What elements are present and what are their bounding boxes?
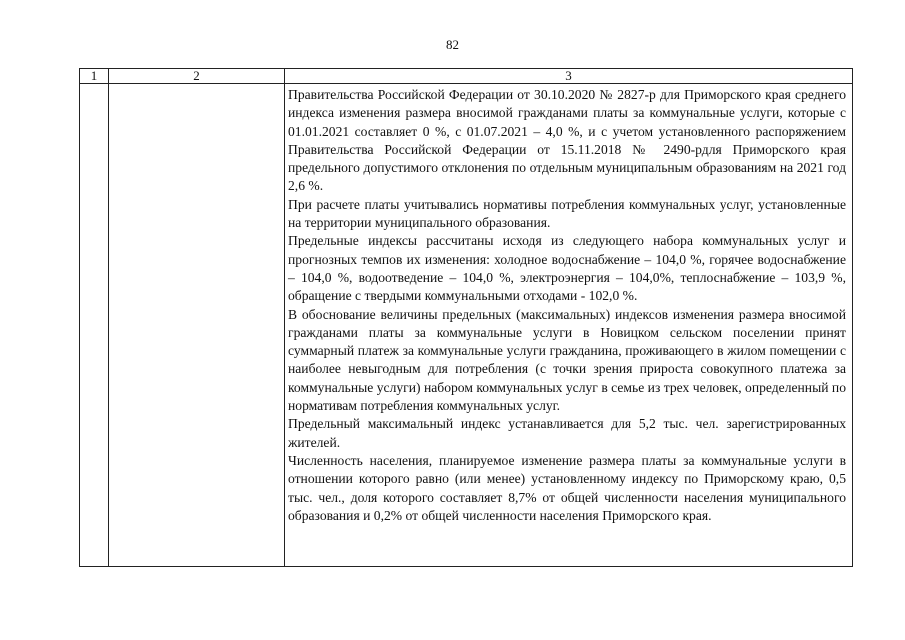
col-3-text [285, 84, 852, 525]
header-col-3: 3 [285, 69, 853, 84]
paragraph-6: Численность населения, планируемое изменение размера платы за коммунальные услуги в отношении которого равно (или менее) установленному индексу по Приморскому краю, 0,5 тыс. чел., доля которого составляет 8,7% от общей численности населения муниципального образования и 0,2% от общей численности населения Приморского края. [288, 452, 846, 523]
table-header-row [80, 69, 853, 84]
document-table [79, 68, 853, 567]
table-body-row [80, 84, 853, 567]
cell-col-2 [109, 84, 285, 567]
paragraph-3: Предельные индексы рассчитаны исходя из следующего набора коммунальных услуг и прогнозных темпов их изменения: холодное водоснабжение – 104,0 %, горячее водоснабжение – 104,0 %, водоотведение – 104,0 %, электроэнергия – 104,0%, теплоснабжение – 103,9 %, обращение с твердыми коммунальными отходами - 102,0 %. [288, 233, 846, 304]
paragraph-1: Правительства Российской Федерации от 30.10.2020 № 2827-р для Приморского края среднего индекса изменения размера вносимой гражданами платы за коммунальные услуги, которые с 01.01.2021 составляет 0 %, с 01.07.2021 – 4,0 %, и с учетом установленного распоряжением Правительства Российской Федерации от 15.11.2018 № 2490-рдля Приморского края предельного допустимого отклонения по отдельным муниципальным образованиям на 2021 год 2,6 %. [288, 87, 846, 194]
cell-col-3 [285, 84, 853, 567]
header-col-1: 1 [80, 69, 109, 84]
page-number: 82 [446, 37, 459, 52]
cell-col-1 [80, 84, 109, 567]
header-col-2: 2 [109, 69, 285, 84]
paragraph-2: При расчете платы учитывались нормативы потребления коммунальных услуг, установленные на территории муниципального образования. [288, 196, 846, 231]
paragraph-4: В обоснование величины предельных (максимальных) индексов изменения размера вносимой гражданами платы за коммунальные услуги в Новицком сельском поселении принят суммарный платеж за коммунальные услуги гражданина, проживающего в жилом помещении с наиболее невыгодным для потребления (с точки зрения прироста совокупного платежа за коммунальные услуги) набором коммунальных услуг в семье из трех человек, определенный по нормативам потребления коммунальных услуг. [288, 306, 846, 414]
paragraph-5: Предельный максимальный индекс устанавливается для 5,2 тыс. чел. зарегистрированных жителей. [288, 416, 846, 450]
